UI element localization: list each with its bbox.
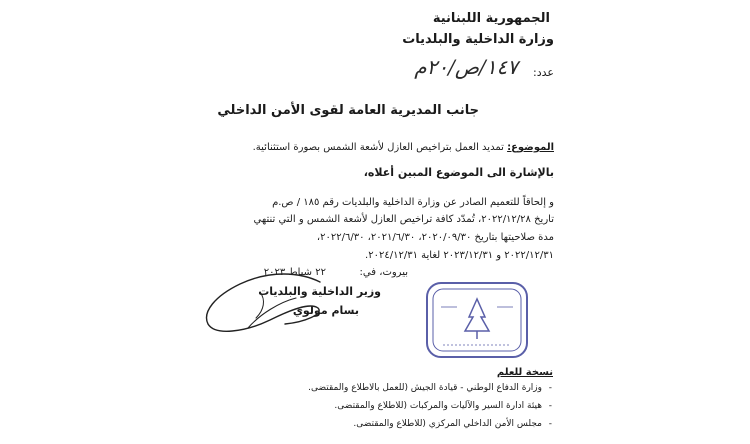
- header-ministry: وزارة الداخلية والبلديات: [402, 32, 554, 47]
- body-line-4: ٢٠٢٢/١٢/٣١ و ٢٠٢٣/١٢/٣١ لغاية ٢٠٢٤/١٢/٣١.: [365, 250, 554, 261]
- subject-text: تمديد العمل بتراخيص العازل لأشعة الشمس بصورة استثنائية.: [252, 142, 504, 153]
- minister-title: وزير الداخلية والبلديات: [258, 285, 381, 298]
- minister-name: بسام مولوي: [292, 304, 359, 317]
- recipient: جانب المديرية العامة لقوى الأمن الداخلي: [217, 103, 479, 118]
- official-seal-icon: [423, 277, 531, 363]
- distribution-title: نسخة للعلم: [496, 367, 553, 378]
- header-country: الجمهورية اللبنانية: [432, 11, 550, 26]
- issue-place: بيروت، في:: [359, 267, 408, 278]
- distribution-item: - وزارة الدفاع الوطني - قيادة الجيش (للعمل بالاطلاع والمقتضى.: [308, 383, 542, 393]
- body-line-2: تاريخ ٢٠٢٢/١٢/٢٨، تُمدّد كافة تراخيص العازل لأشعة الشمس و التي تنتهي: [253, 214, 554, 225]
- issue-date: ٢٢ شباط ٢٠٢٣: [263, 267, 326, 278]
- reference-number-value: ١٤٧/ص/٢٠م: [414, 55, 518, 79]
- body-line-3: مدة صلاحيتها بتاريخ ٢٠٢٠/٠٩/٣٠، ٢٠٢١/٦/٣٠، ٢٠٢٢/٦/٣٠،: [316, 232, 554, 243]
- distribution-item: - مجلس الأمن الداخلي المركزي (للاطلاع والمقتضى.: [353, 419, 542, 429]
- reference-number-label: عدد:: [533, 66, 554, 79]
- handwritten-signature: [200, 262, 325, 342]
- distribution-item: - هيئة ادارة السير والآليات والمركبات (للاطلاع والمقتضى.: [334, 401, 542, 411]
- reference-line: بالإشارة الى الموضوع المبين أعلاه،: [363, 166, 554, 179]
- body-line-1: و إلحاقاً للتعميم الصادر عن وزارة الداخلية والبلديات رقم ١٨٥ / ص.م: [272, 197, 554, 208]
- subject-label: الموضوع:: [507, 142, 554, 153]
- subject-line: [253, 142, 554, 153]
